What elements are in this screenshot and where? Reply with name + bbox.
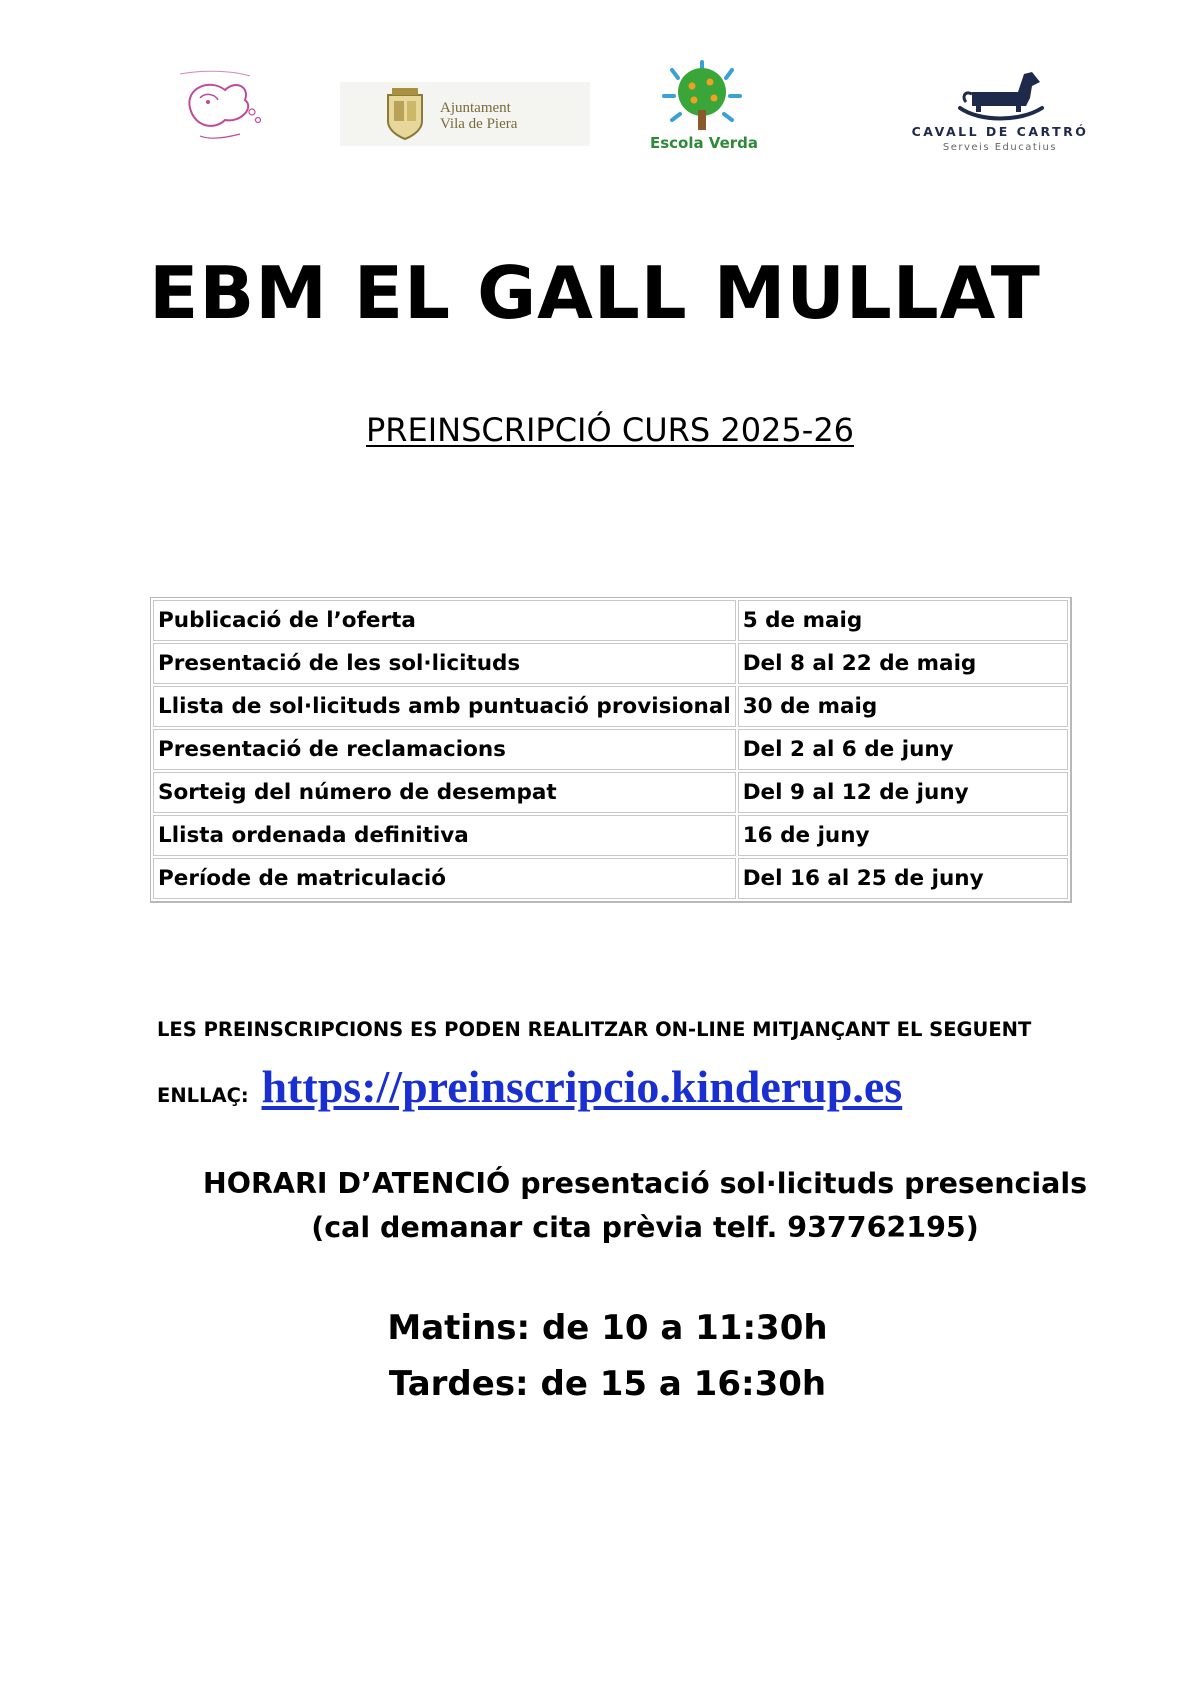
- opening-hours: [0, 1300, 1190, 1412]
- table-row: [153, 815, 1068, 856]
- schedule-date: Del 2 al 6 de juny: [738, 729, 1068, 770]
- gall-mullat-logo: [170, 68, 270, 148]
- horari-line1: HORARI D’ATENCIÓ presentació sol·licituds presencials: [202, 1167, 1088, 1200]
- table-row: [153, 643, 1068, 684]
- ajuntament-line2: Vila de Piera: [440, 116, 518, 132]
- tree-icon: [628, 58, 778, 134]
- horari-block: [0, 1162, 1190, 1250]
- escola-verda-label: Escola Verda: [649, 134, 759, 152]
- schedule-step: Llista ordenada definitiva: [153, 815, 736, 856]
- schedule-date: 5 de maig: [738, 600, 1068, 641]
- schedule-date: 16 de juny: [738, 815, 1068, 856]
- schedule-date: Del 8 al 22 de maig: [738, 643, 1068, 684]
- table-row: [153, 858, 1068, 899]
- schedule-step: Presentació de les sol·licituds: [153, 643, 736, 684]
- table-row: [153, 729, 1068, 770]
- schedule-step: Sorteig del número de desempat: [153, 772, 736, 813]
- horari-line2: (cal demanar cita prèvia telf. 937762195): [311, 1211, 979, 1244]
- morning-hours: Matins: de 10 a 11:30h: [387, 1308, 828, 1348]
- online-link-line: [157, 1060, 1157, 1113]
- schedule-date: Del 16 al 25 de juny: [738, 858, 1068, 899]
- cavall-sublabel: Serveis Educatius: [942, 142, 1058, 153]
- ajuntament-logo: [340, 82, 590, 146]
- link-prefix: ENLLAÇ:: [157, 1084, 249, 1107]
- schedule-step: Llista de sol·licituds amb puntuació provisional: [153, 686, 736, 727]
- rooster-icon: [170, 68, 270, 148]
- rocking-horse-icon: [900, 68, 1100, 124]
- ajuntament-text: [440, 100, 517, 132]
- ajuntament-line1: Ajuntament: [440, 100, 511, 116]
- subtitle-text: PREINSCRIPCIÓ CURS 2025-26: [365, 411, 855, 449]
- page-subtitle: [0, 410, 1190, 450]
- schedule-date: 30 de maig: [738, 686, 1068, 727]
- schedule-date: Del 9 al 12 de juny: [738, 772, 1068, 813]
- schedule-table: [150, 597, 1072, 903]
- preinscripcio-link[interactable]: https://preinscripcio.kinderup.es: [261, 1061, 903, 1112]
- schedule-step: Presentació de reclamacions: [153, 729, 736, 770]
- online-notice: LES PREINSCRIPCIONS ES PODEN REALITZAR ON-LINE MITJANÇANT EL SEGUENT: [157, 1018, 1032, 1041]
- afternoon-hours: Tardes: de 15 a 16:30h: [388, 1364, 827, 1404]
- table-row: [153, 600, 1068, 641]
- cavall-de-cartro-logo: [900, 68, 1100, 158]
- page-title: EBM EL GALL MULLAT: [149, 251, 1041, 335]
- escola-verda-logo: [628, 58, 778, 158]
- schedule-step: Període de matriculació: [153, 858, 736, 899]
- table-row: [153, 686, 1068, 727]
- cavall-label: CAVALL DE CARTRÓ: [911, 124, 1089, 139]
- schedule-step: Publicació de l’oferta: [153, 600, 736, 641]
- coat-of-arms-icon: [380, 85, 430, 143]
- table-row: [153, 772, 1068, 813]
